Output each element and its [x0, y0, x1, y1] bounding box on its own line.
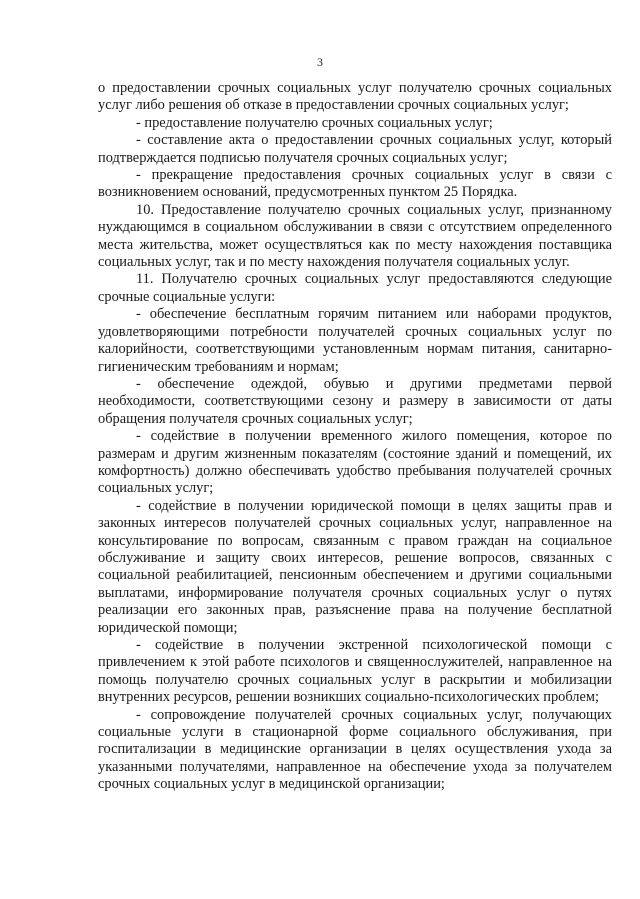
list-item-clothing: - обеспечение одеждой, обувью и другими предметами первой необходимости, соответствующими сезону и размеру в зависимости от даты обращения получателя срочных социальных услуг;	[98, 375, 612, 427]
list-item-psychological-aid: - содействие в получении экстренной психологической помощи с привлечением к этой работе психологов и священнослужителей, направленное на помощь получателю срочных социальных услуг в раскрытии и мобилизации внутренних ресурсов, решении возникших социально-психологических проблем;	[98, 637, 612, 706]
list-item-provision: - предоставление получателю срочных социальных услуг;	[136, 114, 493, 131]
paragraph-continuation: о предоставлении срочных социальных услуг получателю срочных социальных услуг либо решения об отказе в предоставлении срочных социальных услуг;	[98, 80, 612, 114]
page-number: 3	[317, 55, 323, 69]
list-item-housing: - содействие в получении временного жилого помещения, которое по размерам и другим жизненным показателям (состояние зданий и помещений, их комфортность) должно обеспечивать удобство пребывания получателей срочных социальных услуг;	[98, 428, 612, 497]
clause-10: 10. Предоставление получателю срочных социальных услуг, признанному нуждающимся в социальном обслуживании в связи с отсутствием определенного места жительства, может осуществляться как по месту нахождения поставщика социальных услуг, так и по месту нахождения получателя социальных услуг.	[98, 201, 612, 271]
list-item-act: - составление акта о предоставлении срочных социальных услуг, который подтверждается подписью получателя срочных социальных услуг;	[98, 132, 612, 166]
list-item-legal-aid: - содействие в получении юридической помощи в целях защиты прав и законных интересов получателей срочных социальных услуг, направленное на консультирование по вопросам, связанным с правом граждан на социальное обслуживание и защиту своих интересов, решение вопросов, связанных с социальной реабилитацией, пенсионным обеспечением и другими социальными выплатами, информирование получателя срочных социальных услуг о путях реализации его законных прав, разъяснение права на получение бесплатной юридической помощи;	[98, 497, 612, 636]
list-item-termination: - прекращение предоставления срочных социальных услуг в связи с возникновением оснований, предусмотренных пунктом 25 Порядка.	[98, 167, 612, 201]
clause-11: 11. Получателю срочных социальных услуг предоставляются следующие срочные социальные услуги:	[98, 271, 612, 305]
list-item-hospital-escort: - сопровождение получателей срочных социальных услуг, получающих социальные услуги в стационарной форме социального обслуживания, при госпитализации в медицинские организации в целях осуществления ухода за указанными получателями, направленное на обеспечение ухода за получателем срочных социальных услуг в медицинской организации;	[98, 706, 612, 793]
document-body	[98, 80, 612, 794]
list-item-food: - обеспечение бесплатным горячим питанием или наборами продуктов, удовлетворяющими потребности получателей срочных социальных услуг по калорийности, соответствующими установленным нормам питания, санитарно-гигиеническим требованиям и нормам;	[98, 306, 612, 375]
